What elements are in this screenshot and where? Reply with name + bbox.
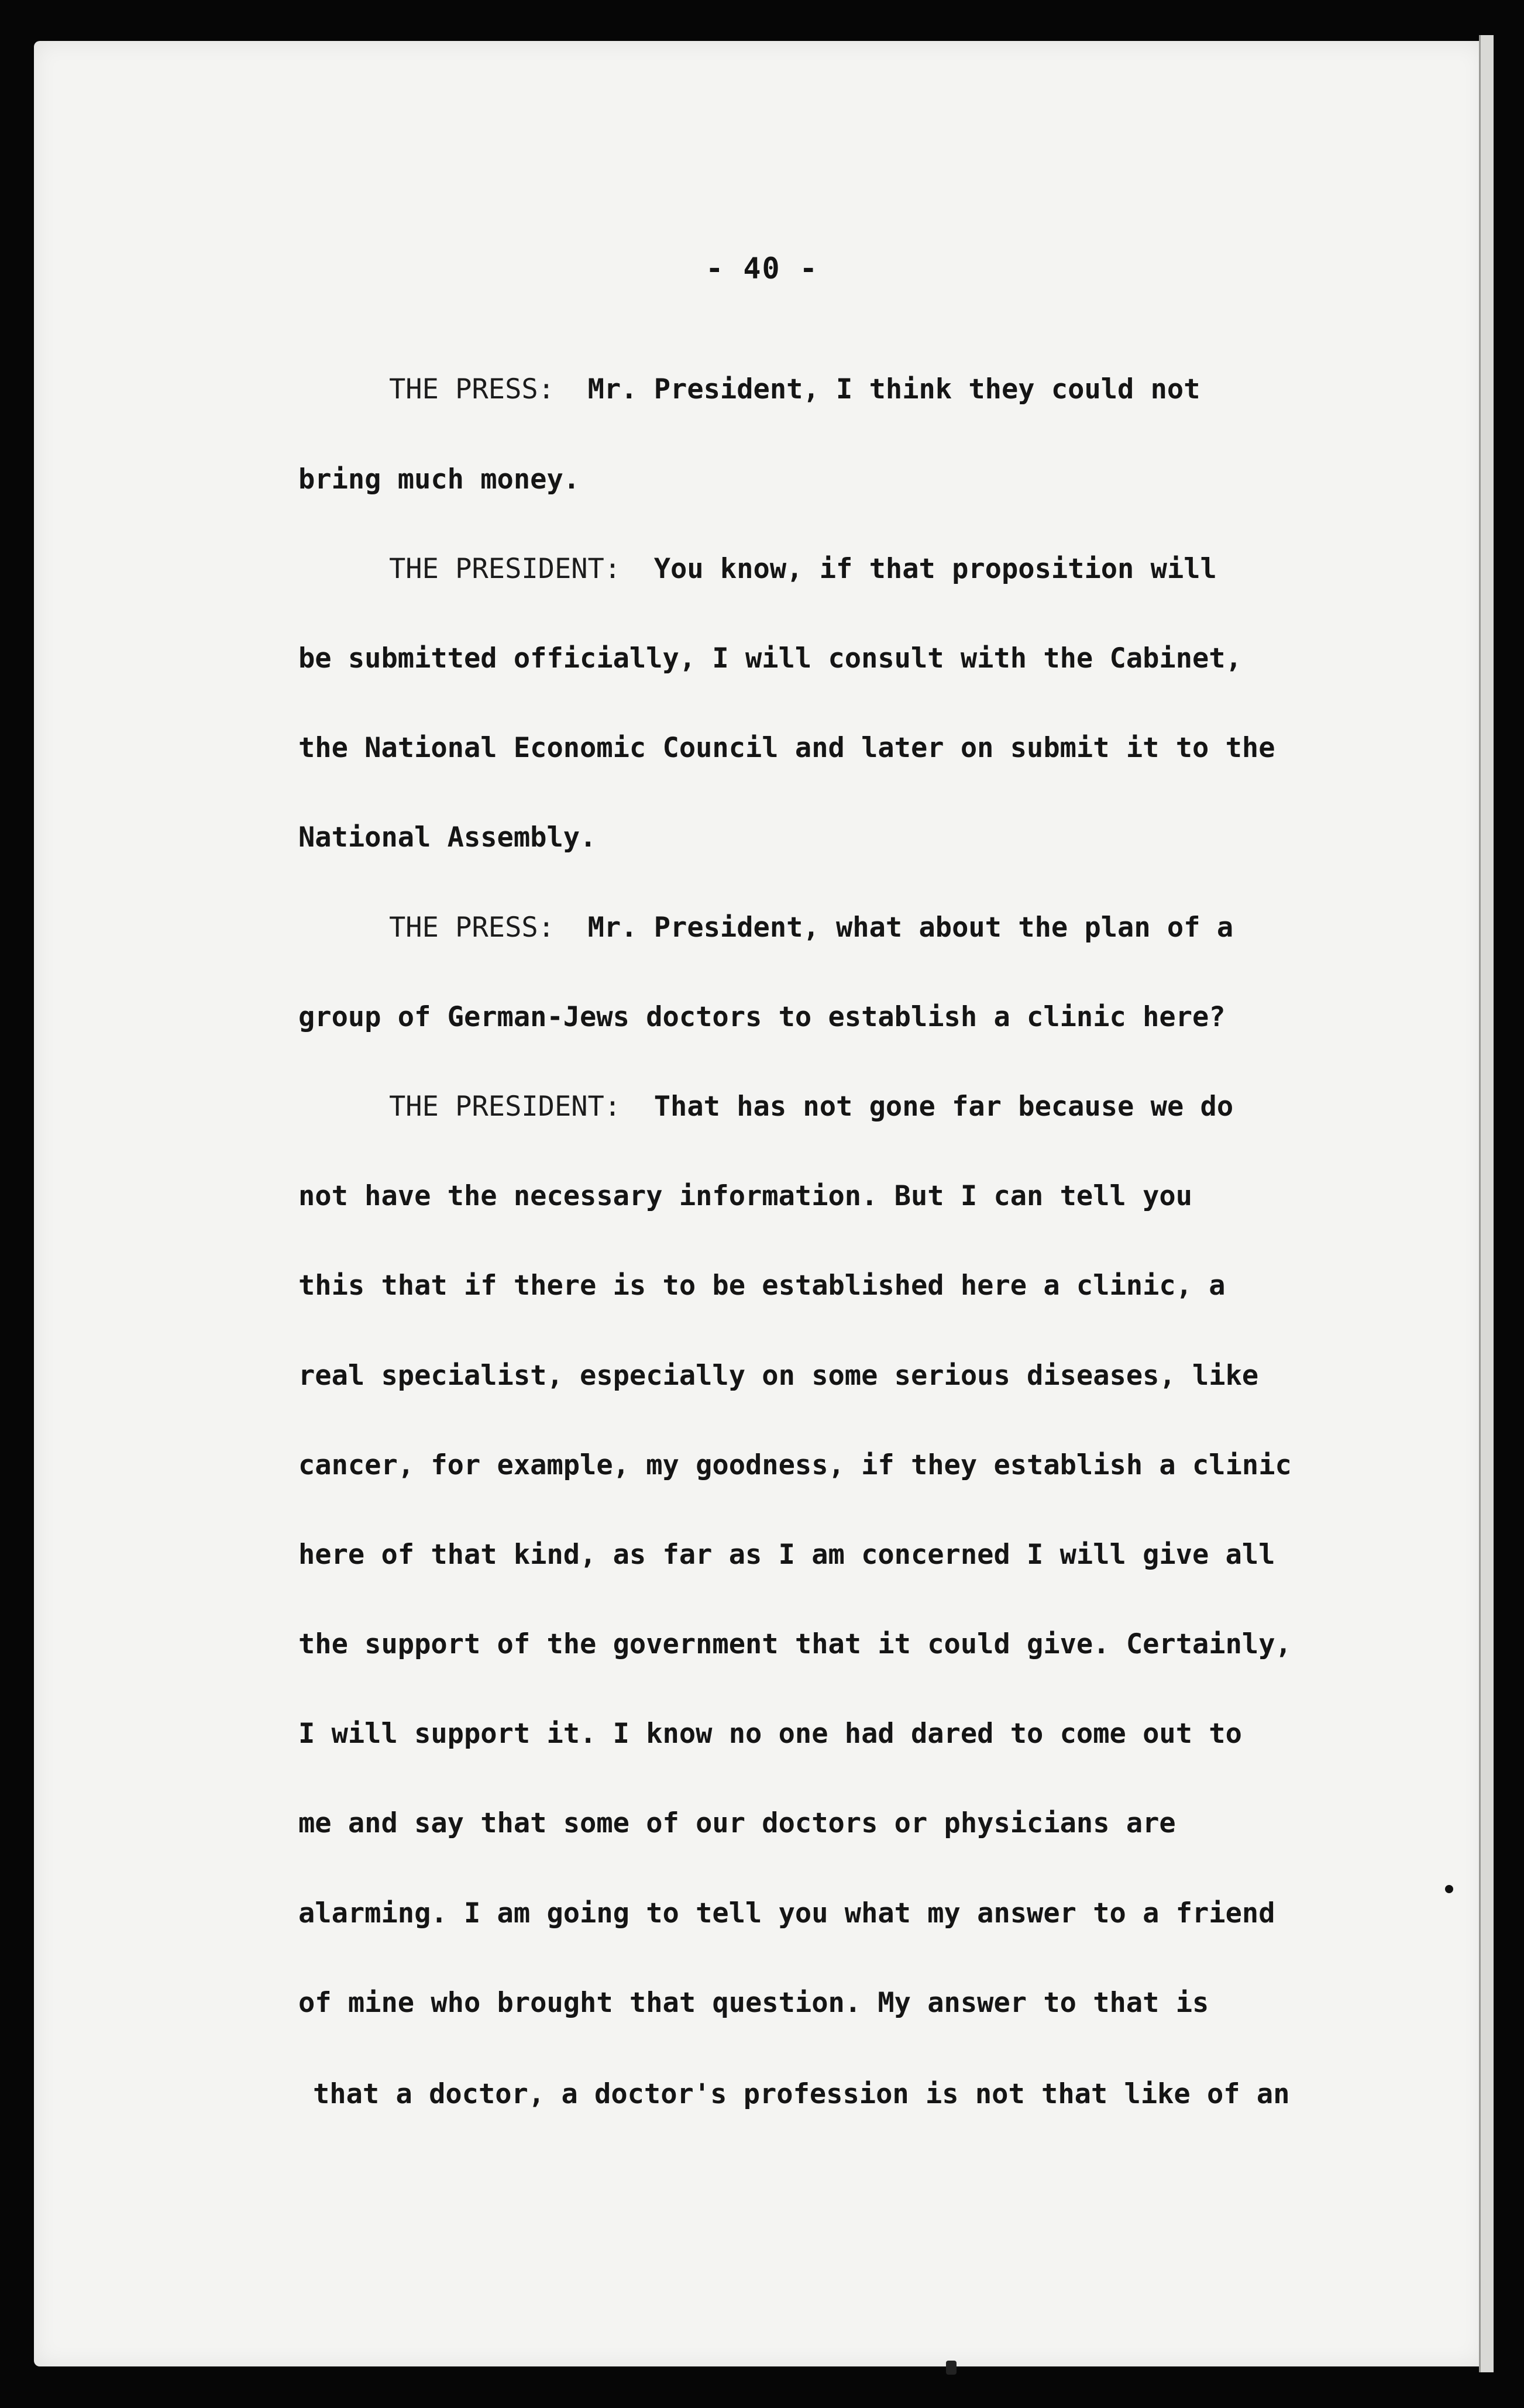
page-number: - 40 - (706, 252, 818, 285)
binding-mark (946, 2361, 957, 2375)
transcript-line: National Assembly. (298, 821, 597, 854)
line-text: Mr. President, what about the plan of a (587, 911, 1234, 944)
transcript-line: that a doctor, a doctor's profession is not that like of an (313, 2078, 1290, 2110)
line-text: That has not gone far because we do (653, 1091, 1234, 1123)
speaker-label: THE PRESS: (389, 373, 555, 405)
transcript-line: bring much money. (298, 463, 580, 496)
transcript-line: me and say that some of our doctors or physicians are (298, 1807, 1176, 1839)
transcript-line: group of German-Jews doctors to establish a clinic here? (298, 1001, 1226, 1033)
transcript-line: real specialist, especially on some serious diseases, like (298, 1360, 1259, 1392)
transcript-line: here of that kind, as far as I am concerned I will give all (298, 1539, 1275, 1571)
transcript-line: of mine who brought that question. My answer to that is (298, 1987, 1209, 2019)
transcript-line: cancer, for example, my goodness, if they establish a clinic (298, 1449, 1292, 1481)
transcript-line (389, 1089, 1233, 1124)
transcript-line: be submitted officially, I will consult with the Cabinet, (298, 642, 1242, 675)
transcript-line: the support of the government that it could give. Certainly, (298, 1628, 1292, 1660)
speaker-label: THE PRESS: (389, 911, 555, 944)
transcript-line: I will support it. I know no one had dared to come out to (298, 1718, 1242, 1750)
line-text: You know, if that proposition will (653, 553, 1217, 585)
transcript-line: alarming. I am going to tell you what my answer to a friend (298, 1897, 1275, 1929)
line-text: Mr. President, I think they could not (587, 373, 1200, 405)
ink-dot (1445, 1885, 1453, 1893)
page-edge (1479, 35, 1494, 2372)
speaker-label: THE PRESIDENT: (389, 553, 621, 585)
transcript-line: the National Economic Council and later on submit it to the (298, 732, 1275, 764)
speaker-label: THE PRESIDENT: (389, 1091, 621, 1123)
transcript-line (389, 372, 1200, 407)
transcript-line: this that if there is to be established here a clinic, a (298, 1270, 1226, 1302)
transcript-line (389, 552, 1217, 587)
transcript-line (389, 910, 1233, 945)
transcript-line: not have the necessary information. But I can tell you (298, 1180, 1193, 1212)
